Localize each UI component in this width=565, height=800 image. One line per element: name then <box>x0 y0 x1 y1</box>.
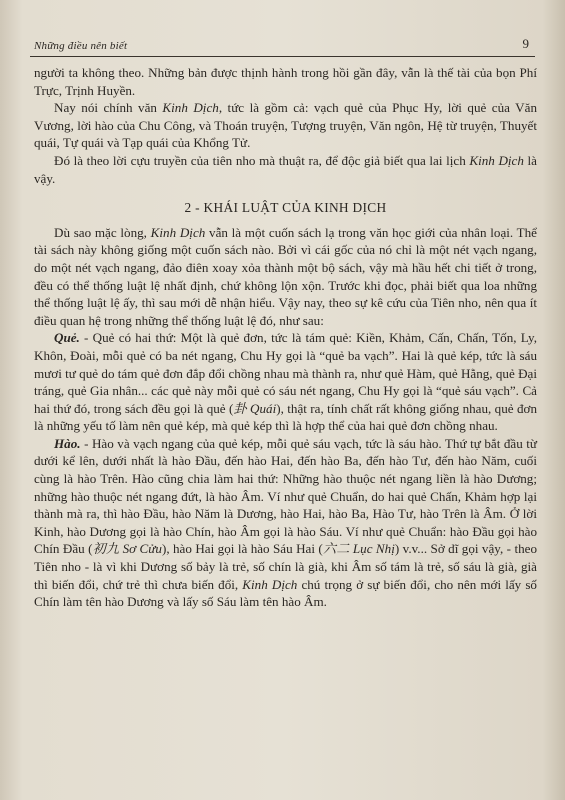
section-heading: 2 - KHÁI LUẬT CỦA KINH DỊCH <box>184 200 387 216</box>
italic-title: Kinh Dịch <box>162 100 219 116</box>
paragraph-chinh-van <box>34 99 537 152</box>
page-header <box>30 38 535 57</box>
paragraph-hao <box>34 435 537 611</box>
text-run: ) v.v... Sở dĩ gọi vậy, - theo Tiên nho - là vì khi Dương số bảy là trẻ, số chín là già, khi Âm số tám là trẻ, số sáu là già, già thì biến đổi, chứ trẻ thì chưa biến đổi, <box>34 541 538 592</box>
italic-term: 初九 Sơ Cửu <box>92 541 162 557</box>
text-run: vẫn là một cuốn sách lạ trong văn học giới của nhân loại. Thể tài sách này không giống một cuốn sách nào. Bởi vì cái gốc của nó chỉ là một nét vạch ngang, do một nét vạch ngang, đảo điên xoay xỏa thành một bộ sách, vậy mà hầu hết chi tiết ở trong, đều có thể thống luật lệ nhất định, chứ không lộn xộn. Trước khi đọc, phải biết qua loa những thể thống luật lệ ấy, thì sau mới dễ nhận hiểu. Vậy nay, theo sự kê cứu của Tiên nho, nên qua ít điều quan hệ trong những thể thống luật lệ đó, như sau: <box>34 224 537 328</box>
text-run: , tức là gồm cả: vạch quẻ của Phục Hy, lời quẻ của Văn Vương, lời hào của Chu Công, và Thoán truyện, Tượng truyện, Văn ngôn, Hệ từ truyện, Thuyết quái, Tự quái và Tạp quái của Khổng Tử. <box>34 100 537 151</box>
italic-term: 六二 Lục Nhị <box>322 541 395 557</box>
text-run: ), hào Hai gọi là hào Sáu Hai ( <box>161 541 323 557</box>
italic-title: Kinh Dịch <box>242 576 298 592</box>
text-run: - Hào và vạch ngang của quẻ kép, mỗi quẻ sáu vạch, tức là sáu hào. Thứ tự bắt đầu từ dưới kể lên, dưới nhất là hào Đầu, đến hào Hai, đến hào Ba, đến hào Tư, đến hào Năm, cuối cùng là hào Trên. Hào cũng chia làm hai thứ: Những hào thuộc nét ngang liền là hào Dương; những hào thuộc nét ngang đứt, là hào Âm. Ví như quẻ Chuẩn, do hai quẻ Chấn, Khảm hợp lại thành mà ra, thì hào Đầu, hào Năm là Dương, hào Hai, hào Ba, Hào Tư, hào Trên là Âm. Ở lời Kinh, hào Dương gọi là hào Chín, hào Âm gọi là hào Sáu. Ví như quẻ Chuẩn: hào Đầu gọi hào Chín Đầu ( <box>34 435 537 557</box>
page-number: 9 <box>522 36 529 51</box>
text-run: là vậy. <box>34 152 537 186</box>
italic-title: Kinh Dịch <box>469 152 524 168</box>
text-run: ), thật ra, tính chất rất không giống nhau, quẻ đơn là những yếu tố làm nên quẻ kép, mà quẻ kép thì là hợp thể của hai quẻ đơn chồng nhau. <box>34 400 537 434</box>
paragraph-section-intro <box>34 224 537 330</box>
running-title: Những điều nên biết <box>34 40 128 52</box>
paragraph-lai-lich <box>34 152 537 187</box>
paragraph-que <box>34 329 537 435</box>
text-run: chú trọng ở sự biến đổi, cho nên mới lấy số Chín làm tên hào Dương và lấy số Sáu làm tên hào Âm. <box>34 576 537 610</box>
page-body <box>34 64 537 611</box>
paragraph-text: người ta không theo. Những bản được thịnh hành trong hồi gần đây, vẫn là thế tài của bọn Phí Trực, Trịnh Huyền. <box>34 65 537 98</box>
term-que: Quẻ. <box>54 330 80 346</box>
term-hao: Hào. <box>54 435 81 451</box>
paragraph-continued <box>34 64 537 99</box>
text-run: Dù sao mặc lòng, <box>54 224 151 240</box>
italic-title: Kinh Dịch <box>150 224 206 240</box>
italic-term: 卦 Quái <box>233 400 277 416</box>
text-run: Đó là theo lời cựu truyền của tiên nho mà thuật ra, để độc giả biết qua lai lịch <box>54 152 470 168</box>
text-run: Nay nói chính văn <box>54 100 163 116</box>
text-run: - Quẻ có hai thứ: Một là quẻ đơn, tức là tám quẻ: Kiền, Khảm, Cấn, Chấn, Tốn, Ly, Khôn, Đoài, mỗi quẻ có ba nét ngang, Chu Hy gọi là “quẻ ba vạch”. Hai là quẻ kép, tức là sáu mươi tư quẻ do tám quẻ đơn đắp đổi chồng nhau mà thành ra, như quẻ Hàm, quẻ Hằng, quẻ Đại tráng, quẻ Gia nhân... các quẻ này mỗi quẻ có sáu nét ngang, Chu Hy gọi là “quẻ sáu vạch”. Cả hai thứ đó, trong sách đều gọi là quẻ ( <box>34 330 537 416</box>
